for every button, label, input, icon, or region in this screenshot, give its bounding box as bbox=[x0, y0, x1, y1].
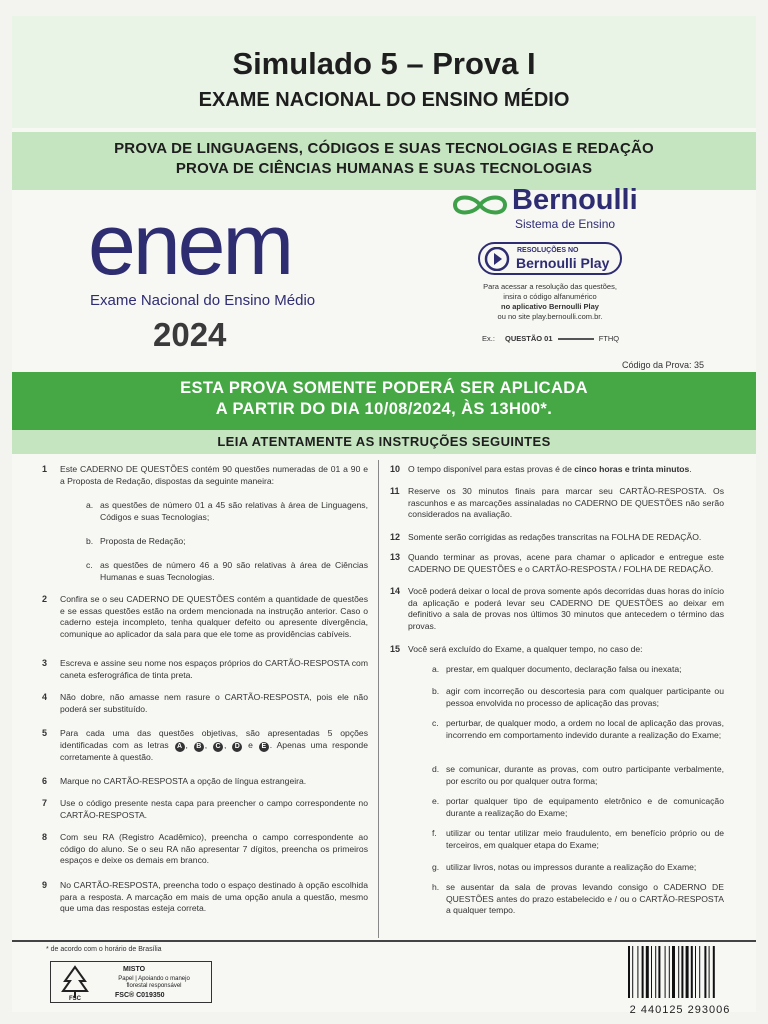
sub-letter: c. bbox=[432, 718, 439, 728]
warning-band bbox=[12, 372, 756, 430]
barcode-bar bbox=[672, 946, 675, 998]
sub-letter: c. bbox=[86, 560, 93, 570]
bernoulli-play-badge bbox=[478, 242, 622, 275]
barcode-bar bbox=[669, 946, 670, 998]
sub-text: utilizar ou tentar utilizar meio fraudulento, em benefício próprio ou de terceiros, em qualquer etapa do Exame; bbox=[446, 828, 724, 850]
example-question: QUESTÃO 01 bbox=[505, 334, 553, 343]
barcode-icon bbox=[626, 946, 738, 998]
subject-band bbox=[12, 132, 756, 190]
instruction-text-part: O tempo disponível para estas provas é de bbox=[408, 464, 572, 474]
code-example bbox=[482, 334, 619, 343]
fsc-tree-icon bbox=[55, 965, 95, 1001]
fsc-misto: MISTO bbox=[123, 966, 146, 973]
play-desc-line: ou no site play.bernoulli.com.br. bbox=[497, 312, 603, 321]
barcode-bar bbox=[637, 946, 638, 998]
instruction-number: 13 bbox=[390, 552, 401, 562]
exam-subtitle: EXAME NACIONAL DO ENSINO MÉDIO bbox=[198, 89, 570, 111]
instruction-number: 9 bbox=[42, 880, 48, 890]
sub-text: agir com incorreção ou descortesia para com qualquer participante ou pessoa envolvida no processo de aplicação das provas; bbox=[446, 686, 724, 708]
play-icon bbox=[484, 247, 510, 271]
instruction-text: Com seu RA (Registro Acadêmico), preencha o campo correspondente ao código do aluno. Se o seu RA não apresentar 7 dígitos, preencha os primeiros espaços e deixe os demais em branco. bbox=[60, 832, 368, 865]
barcode-bar bbox=[632, 946, 633, 998]
barcode-bar bbox=[686, 946, 689, 998]
fsc-text-line: Papel | Apoiando o manejo bbox=[118, 976, 190, 982]
subject-line-1: PROVA DE LINGUAGENS, CÓDIGOS E SUAS TECNOLOGIAS E REDAÇÃO bbox=[114, 140, 654, 157]
instruction-number: 14 bbox=[390, 586, 401, 596]
instruction-text-part: . Apenas uma responde corretamente à questão. bbox=[60, 739, 368, 762]
option-letter-b: B bbox=[194, 742, 204, 752]
instruction-number: 15 bbox=[390, 644, 401, 654]
fsc-label: FSC bbox=[69, 996, 81, 1001]
instructions-heading: LEIA ATENTAMENTE AS INSTRUÇÕES SEGUINTES bbox=[217, 434, 551, 449]
barcode-bar bbox=[699, 946, 700, 998]
barcode-bar bbox=[665, 946, 666, 998]
bernoulli-infinity-icon bbox=[449, 192, 511, 218]
sub-letter: a. bbox=[432, 664, 440, 674]
instruction-text: Use o código presente nesta capa para preencher o campo correspondente no CARTÃO-RESPOSTA. bbox=[60, 798, 368, 820]
instruction-number: 8 bbox=[42, 832, 48, 842]
barcode-bar bbox=[628, 946, 630, 998]
sub-text: prestar, em qualquer documento, declaração falsa ou inexata; bbox=[446, 664, 682, 674]
barcode-bar bbox=[655, 946, 656, 998]
enem-year: 2024 bbox=[153, 316, 227, 353]
option-letter-d: D bbox=[232, 742, 242, 752]
bernoulli-tagline: Sistema de Ensino bbox=[515, 217, 616, 231]
sub-letter: g. bbox=[432, 862, 440, 872]
instruction-text: Você será excluído do Exame, a qualquer tempo, no caso de: bbox=[408, 644, 643, 654]
sub-letter: d. bbox=[432, 764, 440, 774]
barcode-bar bbox=[713, 946, 715, 998]
instruction-text: Não dobre, não amasse nem rasure o CARTÃO-RESPOSTA, pois ele não poderá ser substituído. bbox=[60, 692, 368, 714]
barcode-bar bbox=[642, 946, 644, 998]
instruction-text: Para cada uma das questões objetivas, são apresentadas 5 opções identificadas com as letras A , B , C , D e E . Apenas uma responde corretamente à questão. bbox=[60, 728, 368, 762]
fsc-text bbox=[99, 976, 209, 990]
instruction-number: 12 bbox=[390, 532, 401, 542]
instruction-number: 5 bbox=[42, 728, 48, 738]
barcode-bar bbox=[704, 946, 706, 998]
sub-text: Proposta de Redação; bbox=[100, 536, 186, 546]
instruction-number: 1 bbox=[42, 464, 48, 474]
subject-line-2: PROVA DE CIÊNCIAS HUMANAS E SUAS TECNOLOGIAS bbox=[175, 160, 593, 177]
play-description bbox=[462, 282, 638, 322]
instruction-number: 6 bbox=[42, 776, 48, 786]
play-desc-line: no aplicativo Bernoulli Play bbox=[501, 302, 599, 311]
instruction-number: 3 bbox=[42, 658, 48, 668]
instruction-number: 11 bbox=[390, 486, 400, 496]
bernoulli-brand-name: Bernoulli bbox=[512, 184, 638, 216]
instruction-number: 4 bbox=[42, 692, 48, 702]
instruction-text: Este CADERNO DE QUESTÕES contém 90 questões numeradas de 01 a 90 e a Proposta de Redação, dispostas da seguinte maneira: bbox=[60, 464, 368, 486]
warning-line-1: ESTA PROVA SOMENTE PODERÁ SER APLICADA bbox=[180, 379, 588, 397]
sub-text: portar qualquer tipo de equipamento eletrônico e de comunicação durante a realização do Exame; bbox=[446, 796, 724, 818]
barcode-bar bbox=[646, 946, 649, 998]
instruction-text: Marque no CARTÃO-RESPOSTA a opção de língua estrangeira. bbox=[60, 776, 307, 786]
instruction-text: Somente serão corrigidas as redações transcritas na FOLHA DE REDAÇÃO. bbox=[408, 532, 702, 542]
column-divider bbox=[378, 460, 379, 938]
barcode-bar bbox=[658, 946, 660, 998]
play-desc-line: insira o código alfanumérico bbox=[503, 292, 597, 301]
sub-letter: b. bbox=[432, 686, 440, 696]
enem-full-name: Exame Nacional do Ensino Médio bbox=[90, 292, 316, 309]
instructions-heading-band bbox=[12, 430, 756, 454]
sub-letter: h. bbox=[432, 882, 440, 892]
instruction-text: Você poderá deixar o local de prova somente após decorridas duas horas do início da aplicação e poderá levar seu CADERNO DE QUESTÕES ao deixar em definitivo a sala de provas nos últimos 30 minutos que antecedem o término das provas. bbox=[408, 586, 724, 631]
instruction-text: Escreva e assine seu nome nos espaços próprios do CARTÃO-RESPOSTA com caneta esferográfica de tinta preta. bbox=[60, 658, 368, 680]
sub-text: se ausentar da sala de provas levando consigo o CADERNO DE QUESTÕES antes do prazo estabelecido e / ou o CARTÃO-RESPOSTA a qualquer tempo. bbox=[446, 882, 724, 915]
instruction-text-part: . bbox=[689, 464, 692, 474]
badge-small-text: RESOLUÇÕES NO bbox=[517, 247, 579, 254]
warning-line-2: A PARTIR DO DIA 10/08/2024, ÀS 13H00*. bbox=[215, 400, 553, 418]
barcode-bar bbox=[709, 946, 710, 998]
sub-text: as questões de número 01 a 45 são relativas à área de Linguagens, Códigos e suas Tecnologias; bbox=[100, 500, 368, 522]
barcode-bar bbox=[691, 946, 693, 998]
fsc-code: FSC® C019350 bbox=[115, 992, 165, 999]
option-letter-a: A bbox=[175, 742, 185, 752]
enem-logo: enem bbox=[88, 197, 292, 293]
sub-letter: b. bbox=[86, 536, 94, 546]
sub-letter: e. bbox=[432, 796, 440, 806]
barcode-bar bbox=[681, 946, 683, 998]
barcode-number: 2 440125 293006 bbox=[629, 1004, 731, 1016]
instruction-text: Confira se o seu CADERNO DE QUESTÕES contém a quantidade de questões e se essas questões estão na ordem mencionada na instrução anterior. Caso o caderno esteja incompleto, tenha qualquer defeito ou apresente divergência, comunique ao aplicador da sala para que ele tome as providências cabíveis. bbox=[60, 594, 368, 639]
footnote: * de acordo com o horário de Brasília bbox=[46, 946, 162, 953]
instruction-text: Quando terminar as provas, acene para chamar o aplicador e entregue este CADERNO DE QUESTÕES e o CARTÃO-RESPOSTA / FOLHA DE REDAÇÃO. bbox=[408, 552, 724, 574]
sub-text: as questões de número 46 a 90 são relativas à área de Ciências Humanas e suas Tecnologias. bbox=[100, 560, 368, 582]
page-title: Simulado 5 – Prova I bbox=[232, 46, 536, 81]
example-label: Ex.: bbox=[482, 334, 495, 343]
instruction-text-part: e bbox=[248, 739, 253, 750]
instruction-text bbox=[408, 464, 724, 476]
option-letter-c: C bbox=[213, 742, 223, 752]
instruction-number: 2 bbox=[42, 594, 48, 604]
barcode-bar bbox=[651, 946, 652, 998]
barcode-bar bbox=[695, 946, 696, 998]
instruction-text: No CARTÃO-RESPOSTA, preencha todo o espaço destinado à opção escolhida para a resposta. A marcação em mais de uma opção anula a questão, mesmo que uma das respostas esteja correta. bbox=[60, 880, 368, 913]
bottom-divider bbox=[12, 940, 756, 942]
play-desc-line: Para acessar a resolução das questões, bbox=[483, 282, 617, 291]
instruction-text-part: Para cada uma das questões objetivas, são apresentadas 5 opções identificadas com as letras bbox=[60, 728, 368, 750]
example-code: FTHQ bbox=[598, 334, 620, 343]
sub-letter: f. bbox=[432, 828, 437, 838]
sub-text: utilizar livros, notas ou impressos durante a realização do Exame; bbox=[446, 862, 697, 872]
exam-code: Código da Prova: 35 bbox=[622, 360, 705, 370]
sub-text: perturbar, de qualquer modo, a ordem no local de aplicação das provas, incorrendo em comportamento indevido durante a realização do Exame; bbox=[446, 718, 724, 740]
option-letter-e: E bbox=[259, 742, 269, 752]
title-band bbox=[12, 16, 756, 128]
exam-cover-page bbox=[12, 16, 756, 1016]
instruction-number: 7 bbox=[42, 798, 48, 808]
sub-text: se comunicar, durante as provas, com outro participante verbalmente, por escrito ou por qualquer outra forma; bbox=[446, 764, 724, 786]
instruction-text: Reserve os 30 minutos finais para marcar seu CARTÃO-RESPOSTA. Os rascunhos e as marcações assinaladas no CADERNO DE QUESTÕES não serão considerados na avaliação. bbox=[408, 486, 724, 519]
instruction-text-bold: cinco horas e trinta minutos bbox=[574, 464, 690, 474]
example-line bbox=[558, 338, 594, 340]
fsc-text-line: florestal responsável bbox=[126, 983, 182, 989]
barcode-bar bbox=[678, 946, 679, 998]
badge-big-text: Bernoulli Play bbox=[516, 255, 610, 271]
sub-letter: a. bbox=[86, 500, 94, 510]
fsc-certification-box bbox=[50, 961, 212, 1003]
instruction-number: 10 bbox=[390, 464, 401, 474]
instruction-1 bbox=[42, 464, 368, 488]
